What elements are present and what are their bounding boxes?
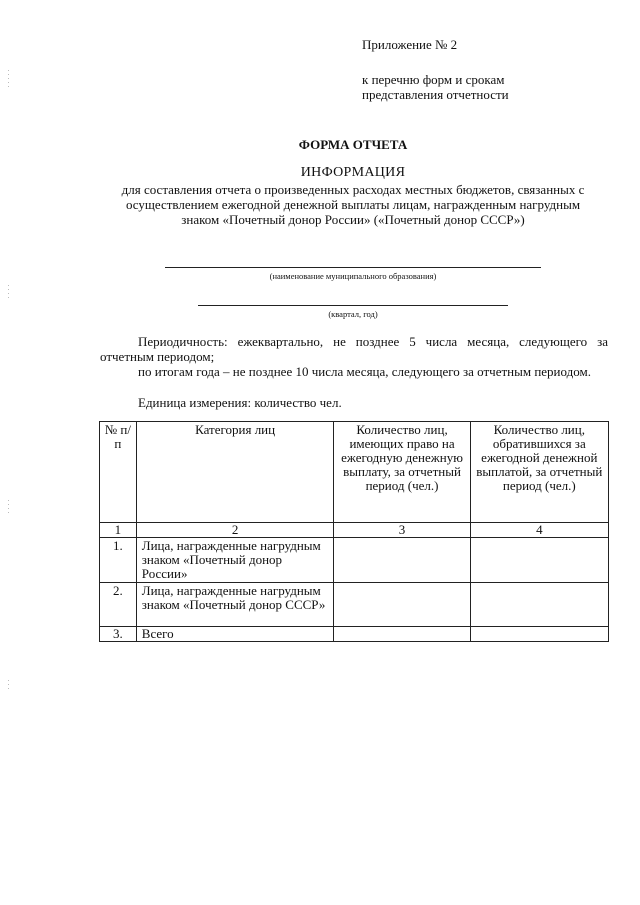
appendix-subtitle-line1: к перечню форм и срокам bbox=[362, 72, 505, 87]
appendix-block bbox=[362, 37, 509, 102]
report-table bbox=[99, 421, 609, 642]
header-number: № п/п bbox=[100, 422, 137, 523]
row-eligible-value[interactable] bbox=[334, 538, 470, 583]
table-row bbox=[100, 627, 609, 642]
table-row bbox=[100, 538, 609, 583]
form-title: ФОРМА ОТЧЕТА bbox=[298, 137, 408, 152]
row-eligible-value[interactable] bbox=[334, 583, 470, 627]
form-description: для составления отчета о произведенных расходах местных бюджетов, связанных с осуществлением ежегодной денежной выплаты лицам, награжденным нагрудным знаком «Почетный донор России» («Почетный донор СССР») bbox=[121, 182, 585, 227]
column-number-row bbox=[100, 523, 609, 538]
appendix-number: Приложение № 2 bbox=[362, 37, 458, 52]
municipality-caption: (наименование муниципального образования) bbox=[269, 271, 437, 281]
scan-margin-mark bbox=[8, 285, 9, 301]
column-number: 1 bbox=[100, 523, 137, 538]
annual-text: по итогам года – не позднее 10 числа месяца, следующего за отчетным периодом. bbox=[138, 364, 591, 379]
row-category: Лица, награжденные нагрудным знаком «Почетный донор России» bbox=[136, 538, 334, 583]
column-number: 3 bbox=[334, 523, 470, 538]
periodicity-paragraph bbox=[100, 334, 608, 364]
info-title: ИНФОРМАЦИЯ bbox=[300, 165, 406, 180]
header-applied-count: Количество лиц, обратившихся за ежегодной денежной выплатой, за отчетный период (чел.) bbox=[470, 422, 608, 523]
municipality-line bbox=[165, 267, 541, 268]
row-applied-value[interactable] bbox=[470, 538, 608, 583]
table-header-row bbox=[100, 422, 609, 523]
row-eligible-value[interactable] bbox=[334, 627, 470, 642]
appendix-subtitle-line2: представления отчетности bbox=[362, 87, 509, 102]
row-category: Всего bbox=[136, 627, 334, 642]
header-category: Категория лиц bbox=[136, 422, 334, 523]
scan-margin-mark bbox=[8, 680, 9, 692]
column-number: 2 bbox=[136, 523, 334, 538]
scan-margin-mark bbox=[8, 500, 9, 516]
unit-text: Единица измерения: количество чел. bbox=[138, 395, 342, 410]
row-category: Лица, награжденные нагрудным знаком «Почетный донор СССР» bbox=[136, 583, 334, 627]
header-eligible-count: Количество лиц, имеющих право на ежегодную денежную выплату, за отчетный период (чел.) bbox=[334, 422, 470, 523]
row-applied-value[interactable] bbox=[470, 627, 608, 642]
scan-margin-mark bbox=[8, 70, 9, 90]
row-index: 2. bbox=[100, 583, 137, 627]
periodicity-text: Периодичность: ежеквартально, не позднее 5 числа месяца, следующего за отчетным периодом; bbox=[100, 334, 608, 364]
quarter-line bbox=[198, 305, 508, 306]
column-number: 4 bbox=[470, 523, 608, 538]
row-index: 3. bbox=[100, 627, 137, 642]
annual-paragraph bbox=[100, 364, 608, 379]
quarter-caption: (квартал, год) bbox=[328, 309, 378, 319]
table-row bbox=[100, 583, 609, 627]
row-applied-value[interactable] bbox=[470, 583, 608, 627]
row-index: 1. bbox=[100, 538, 137, 583]
unit-paragraph bbox=[100, 395, 608, 410]
